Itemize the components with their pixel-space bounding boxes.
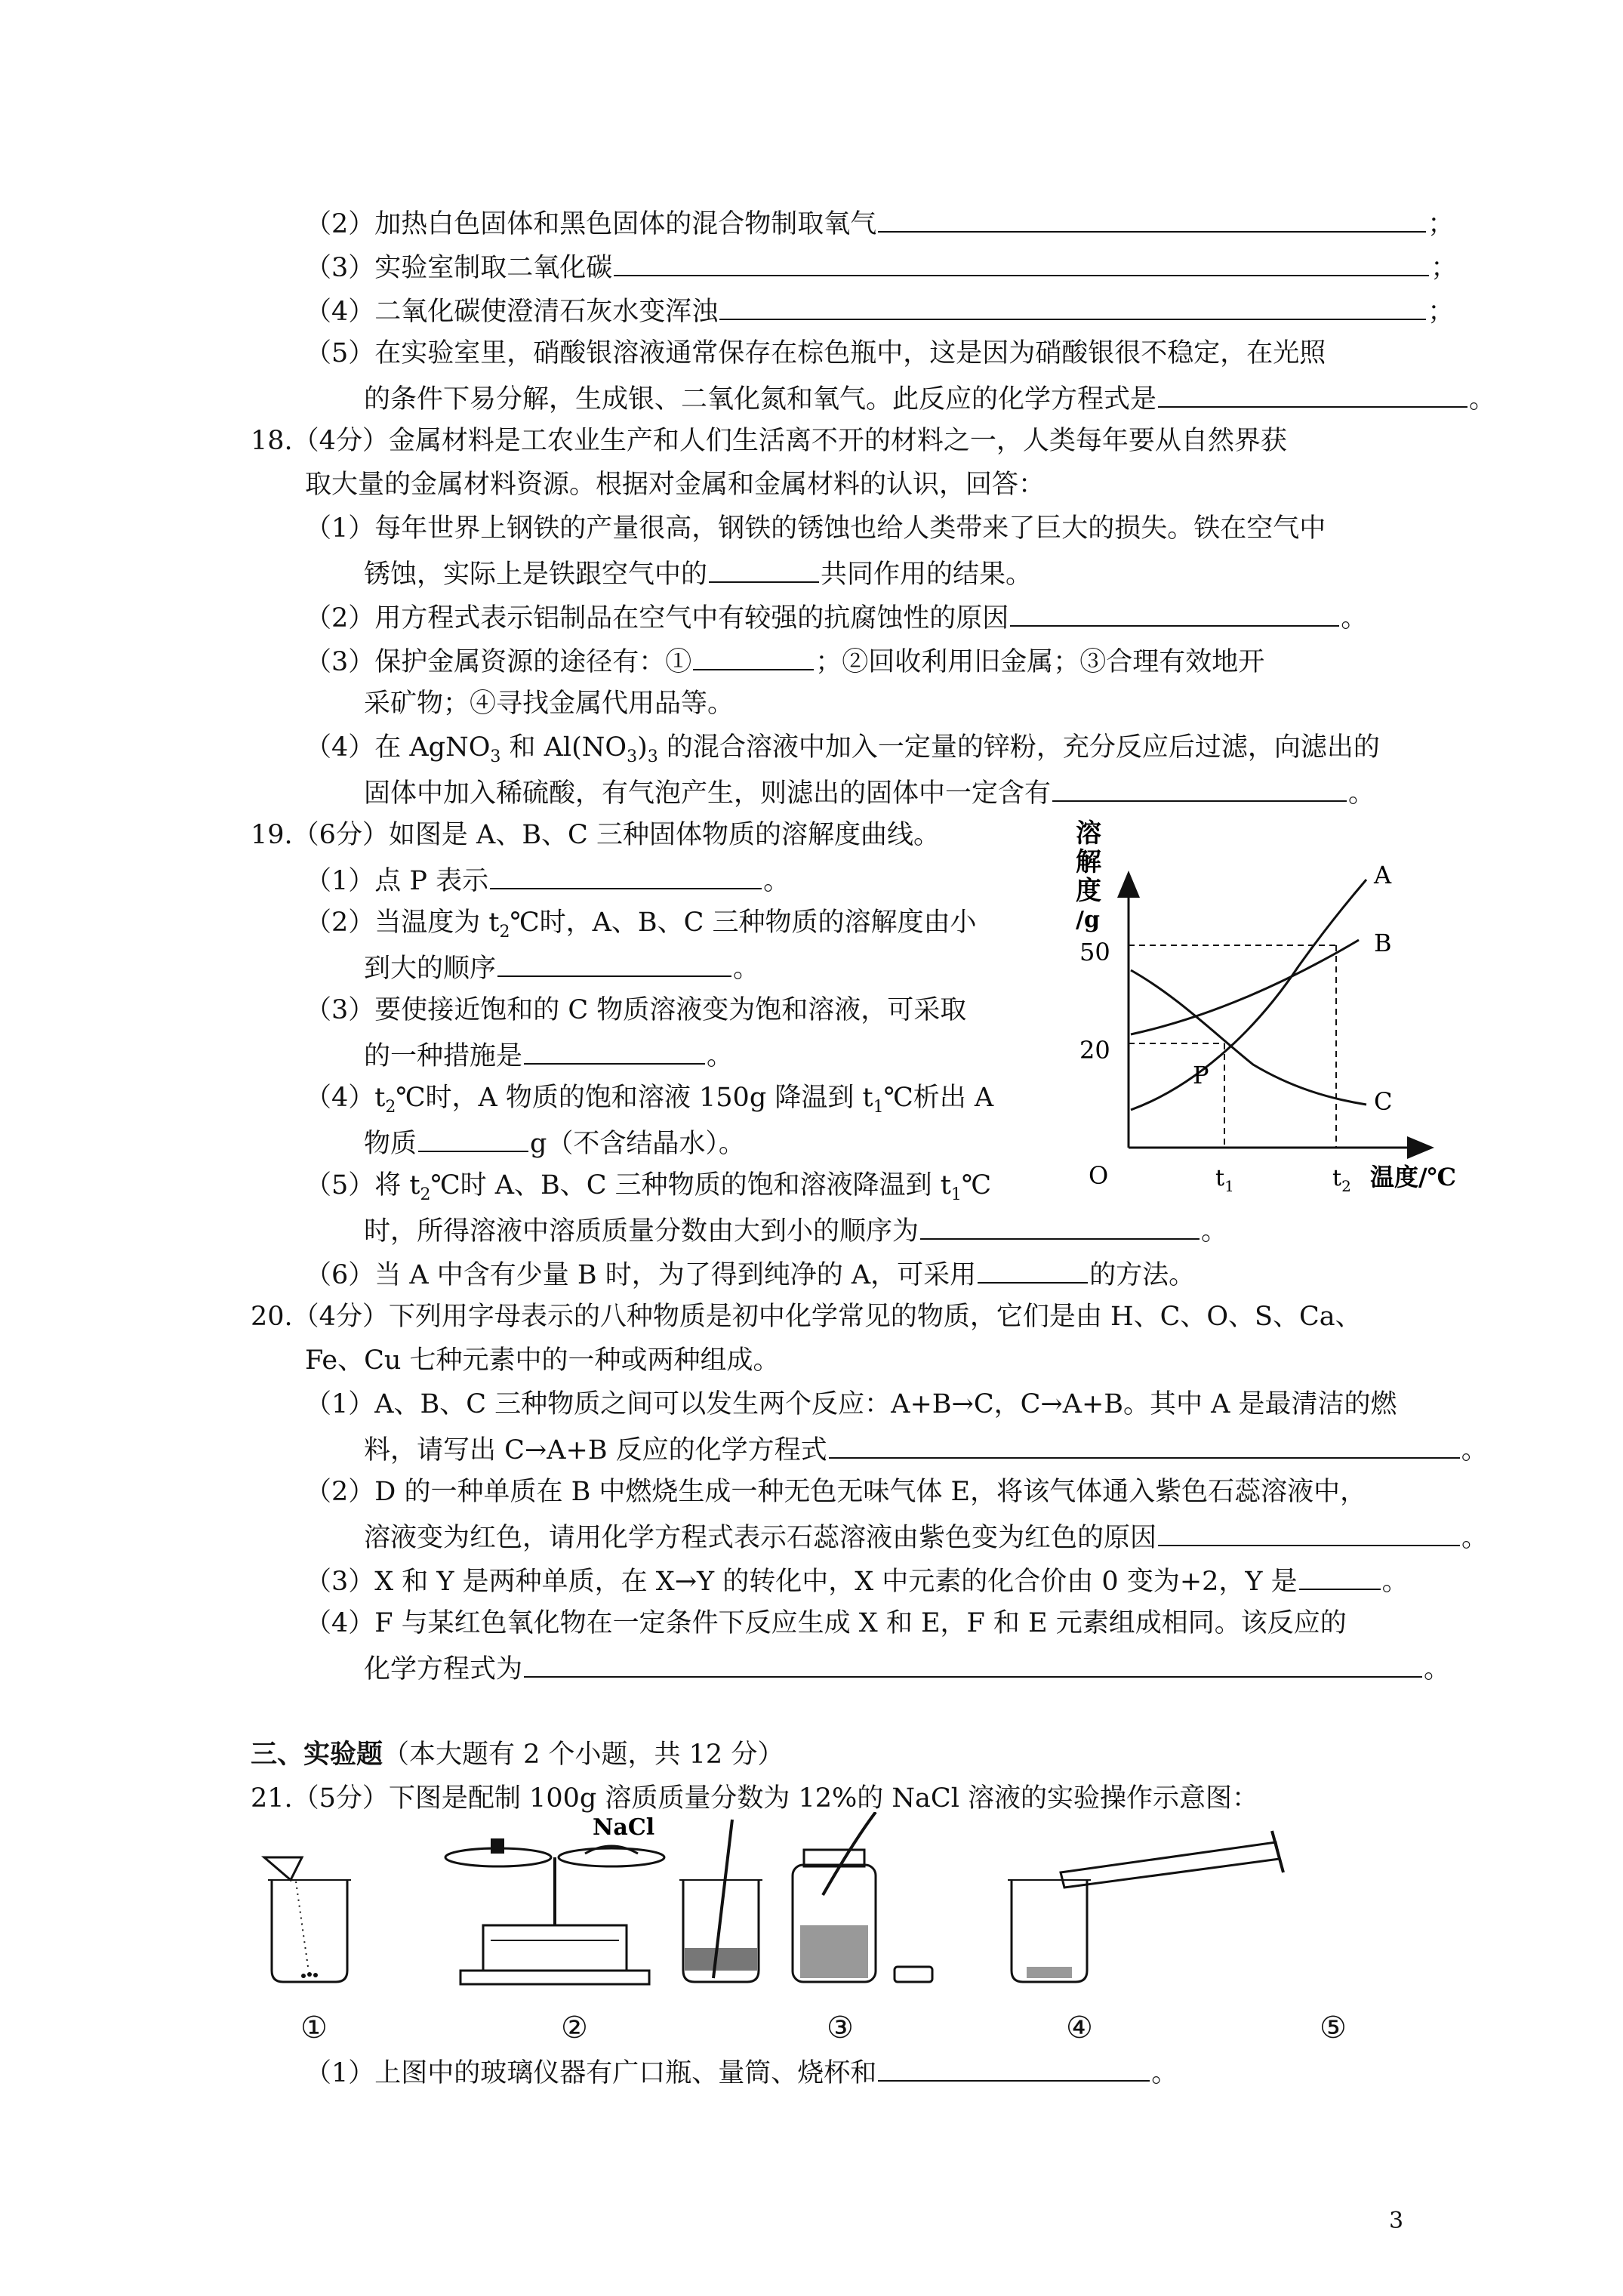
q21-apparatus-figure — [249, 1812, 1532, 2008]
balance-scale-illustration — [445, 1814, 664, 1984]
q19-sub-2a: （2）当温度为 $t_2℃$时，A、B、C 三种物质的溶解度由小 — [305, 908, 977, 942]
q18-head-2: 取大量的金属材料资源。根据对金属和金属材料的认识，回答： — [305, 470, 1046, 500]
origin-label: O — [1089, 1161, 1109, 1190]
y-axis-label-char: 解 — [1076, 847, 1101, 877]
y-axis-label-char: 度 — [1076, 876, 1101, 906]
apparatus-number-4: ④ — [1066, 2011, 1093, 2045]
q20-sub-4b: 化学方程式为 。 — [364, 1650, 1450, 1686]
answer-blank[interactable] — [1299, 1563, 1381, 1590]
q18-sub-4a: （4）在 AgNO$_3$ 和 $Al(NO_3)_3$ 的混合溶液中加入一定量的锌粉，充分反应后过滤，向滤出的 — [305, 732, 1380, 766]
q18-sub-1a: （1）每年世界上钢铁的产量很高，钢铁的锈蚀也给人类带来了巨大的损失。铁在空气中 — [305, 513, 1326, 544]
section-3-title: 三、实验题（本大题有 2 个小题，共 12 分） — [251, 1739, 784, 1770]
cylinder-pouring-illustration — [1008, 1831, 1283, 1982]
beaker-stirring-illustration — [679, 1820, 762, 1982]
q20-sub-4a: （4）F 与某红色氧化物在一定条件下反应生成 X 和 E，F 和 E 元素组成相同。该反应的 — [305, 1608, 1347, 1638]
curve-c — [1131, 970, 1366, 1105]
curve-b — [1131, 940, 1359, 1034]
nacl-label: NaCl — [593, 1814, 655, 1841]
q18-sub-1b: 锈蚀，实际上是铁跟空气中的 共同作用的结果。 — [364, 556, 1032, 591]
q17-line-2: （2）加热白色固体和黑色固体的混合物制取氧气 ； — [305, 205, 1454, 241]
answer-blank[interactable] — [719, 293, 1426, 320]
q18-sub-2: （2）用方程式表示铝制品在空气中有较强的抗腐蚀性的原因 。 — [305, 599, 1367, 635]
y-tick-label-20: 20 — [1079, 1036, 1110, 1065]
q19-sub-3a: （3）要使接近饱和的 C 物质溶液变为饱和溶液，可采取 — [305, 995, 967, 1025]
q19-sub-1: （1）点 P 表示 。 — [305, 862, 790, 898]
q17-line-5b: 的条件下易分解，生成银、二氧化氮和氧气。此反应的化学方程式是 。 — [364, 381, 1495, 416]
q19-sub-4a: $(4)t_2℃$时，A 物质的饱和溶液 150g 降温到 $t_1℃$析出 A — [305, 1083, 994, 1117]
q20-head-2: Fe、Cu 七种元素中的一种或两种组成。 — [305, 1345, 780, 1376]
q20-head-1: 20.（4分）下列用字母表示的八种物质是初中化学常见的物质，它们是由 H、C、O、S、Ca、 — [251, 1302, 1362, 1332]
curve-a — [1131, 880, 1366, 1110]
curve-b-label: B — [1374, 929, 1392, 957]
q18-sub-4b: 固体中加入稀硫酸，有气泡产生，则滤出的固体中一定含有 。 — [364, 775, 1375, 810]
q20-sub-1a: （1）A、B、C 三种物质之间可以发生两个反应：A+B→C，C→A+B。其中 A 是最清洁的燃 — [305, 1389, 1397, 1419]
answer-blank[interactable] — [829, 1432, 1460, 1459]
apparatus-number-5: ⑤ — [1320, 2011, 1347, 2045]
apparatus-number-1: ① — [300, 2011, 328, 2045]
q17-line-5a: （5）在实验室里，硝酸银溶液通常保存在棕色瓶中，这是因为硝酸银很不稳定，在光照 — [305, 338, 1326, 368]
reagent-bottle-illustration — [793, 1812, 932, 1982]
beaker-pouring-solid-illustration — [264, 1857, 351, 1982]
q19-sub-5a: （5）将 $t_2℃$时 A、B、C 三种物质的饱和溶液降温到 $t_1℃$ — [305, 1170, 991, 1204]
answer-blank[interactable] — [418, 1125, 528, 1152]
answer-blank[interactable] — [878, 205, 1426, 233]
q19-sub-2b: 到大的顺序 。 — [364, 950, 759, 985]
q20-sub-2a: （2）D 的一种单质在 B 中燃烧生成一种无色无味气体 E，将该气体通入紫色石蕊溶液中， — [305, 1477, 1367, 1507]
x-tick-label-t1: $t_1$ — [1215, 1165, 1234, 1195]
q20-sub-2b: 溶液变为红色，请用化学方程式表示石蕊溶液由紫色变为红色的原因 。 — [364, 1519, 1488, 1555]
answer-blank[interactable] — [1052, 775, 1347, 802]
q19-sub-6: （6）当 A 中含有少量 B 时，为了得到纯净的 A，可采用 的方法。 — [305, 1256, 1195, 1292]
answer-blank[interactable] — [1158, 381, 1467, 408]
q19-sub-5b: 时，所得溶液中溶质质量分数由大到小的顺序为 。 — [364, 1213, 1227, 1248]
answer-blank[interactable] — [920, 1213, 1200, 1240]
solubility-curve-figure — [1057, 808, 1464, 1200]
page-number: 3 — [1389, 2208, 1404, 2234]
q18-head-1: 18.（4分）金属材料是工农业生产和人们生活离不开的材料之一，人类每年要从自然界获 — [251, 426, 1287, 456]
answer-blank[interactable] — [878, 2054, 1150, 2082]
answer-blank[interactable] — [1158, 1519, 1460, 1546]
q21-sub-1: （1）上图中的玻璃仪器有广口瓶、量筒、烧杯和 。 — [305, 2054, 1178, 2090]
answer-blank[interactable] — [490, 862, 762, 889]
q19-head: 19.（6分）如图是 A、B、C 三种固体物质的溶解度曲线。 — [251, 820, 940, 850]
q19-sub-4b: 物质 g（不含结晶水）。 — [364, 1125, 745, 1160]
answer-blank[interactable] — [524, 1650, 1422, 1678]
curve-c-label: C — [1374, 1087, 1393, 1116]
point-p-label: P — [1193, 1061, 1209, 1089]
answer-blank[interactable] — [978, 1256, 1088, 1284]
answer-blank[interactable] — [693, 643, 814, 670]
q18-sub-3a: （3）保护金属资源的途径有：① ；②回收利用旧金属；③合理有效地开 — [305, 643, 1264, 679]
y-axis-label-char: 溶 — [1076, 818, 1101, 849]
y-tick-label-50: 50 — [1079, 938, 1110, 966]
answer-blank[interactable] — [709, 556, 819, 583]
apparatus-number-2: ② — [561, 2011, 588, 2045]
x-axis-label: 温度/℃ — [1370, 1163, 1457, 1191]
answer-blank[interactable] — [497, 950, 731, 977]
answer-blank[interactable] — [524, 1037, 705, 1065]
q19-sub-3b: 的一种措施是 。 — [364, 1037, 733, 1073]
x-tick-label-t2: $t_2$ — [1332, 1165, 1351, 1195]
apparatus-number-3: ③ — [827, 2011, 854, 2045]
answer-blank[interactable] — [614, 249, 1429, 276]
q20-sub-1b: 料，请写出 C→A+B 反应的化学方程式 。 — [364, 1432, 1488, 1467]
q17-line-4: （4）二氧化碳使澄清石灰水变浑浊 ； — [305, 293, 1454, 328]
q21-head: 21.（5分）下图是配制 100g 溶质质量分数为 12%的 NaCl 溶液的实验操作示意图： — [251, 1783, 1259, 1814]
q20-sub-3: （3）X 和 Y 是两种单质，在 X→Y 的转化中，X 中元素的化合价由 0 变为+2，Y 是 。 — [305, 1563, 1409, 1598]
curve-a-label: A — [1374, 861, 1392, 889]
q18-sub-3b: 采矿物；④寻找金属代用品等。 — [364, 689, 735, 719]
answer-blank[interactable] — [1010, 599, 1339, 627]
q17-line-3: （3）实验室制取二氧化碳 ； — [305, 249, 1457, 285]
y-axis-label-char: /g — [1076, 907, 1100, 933]
